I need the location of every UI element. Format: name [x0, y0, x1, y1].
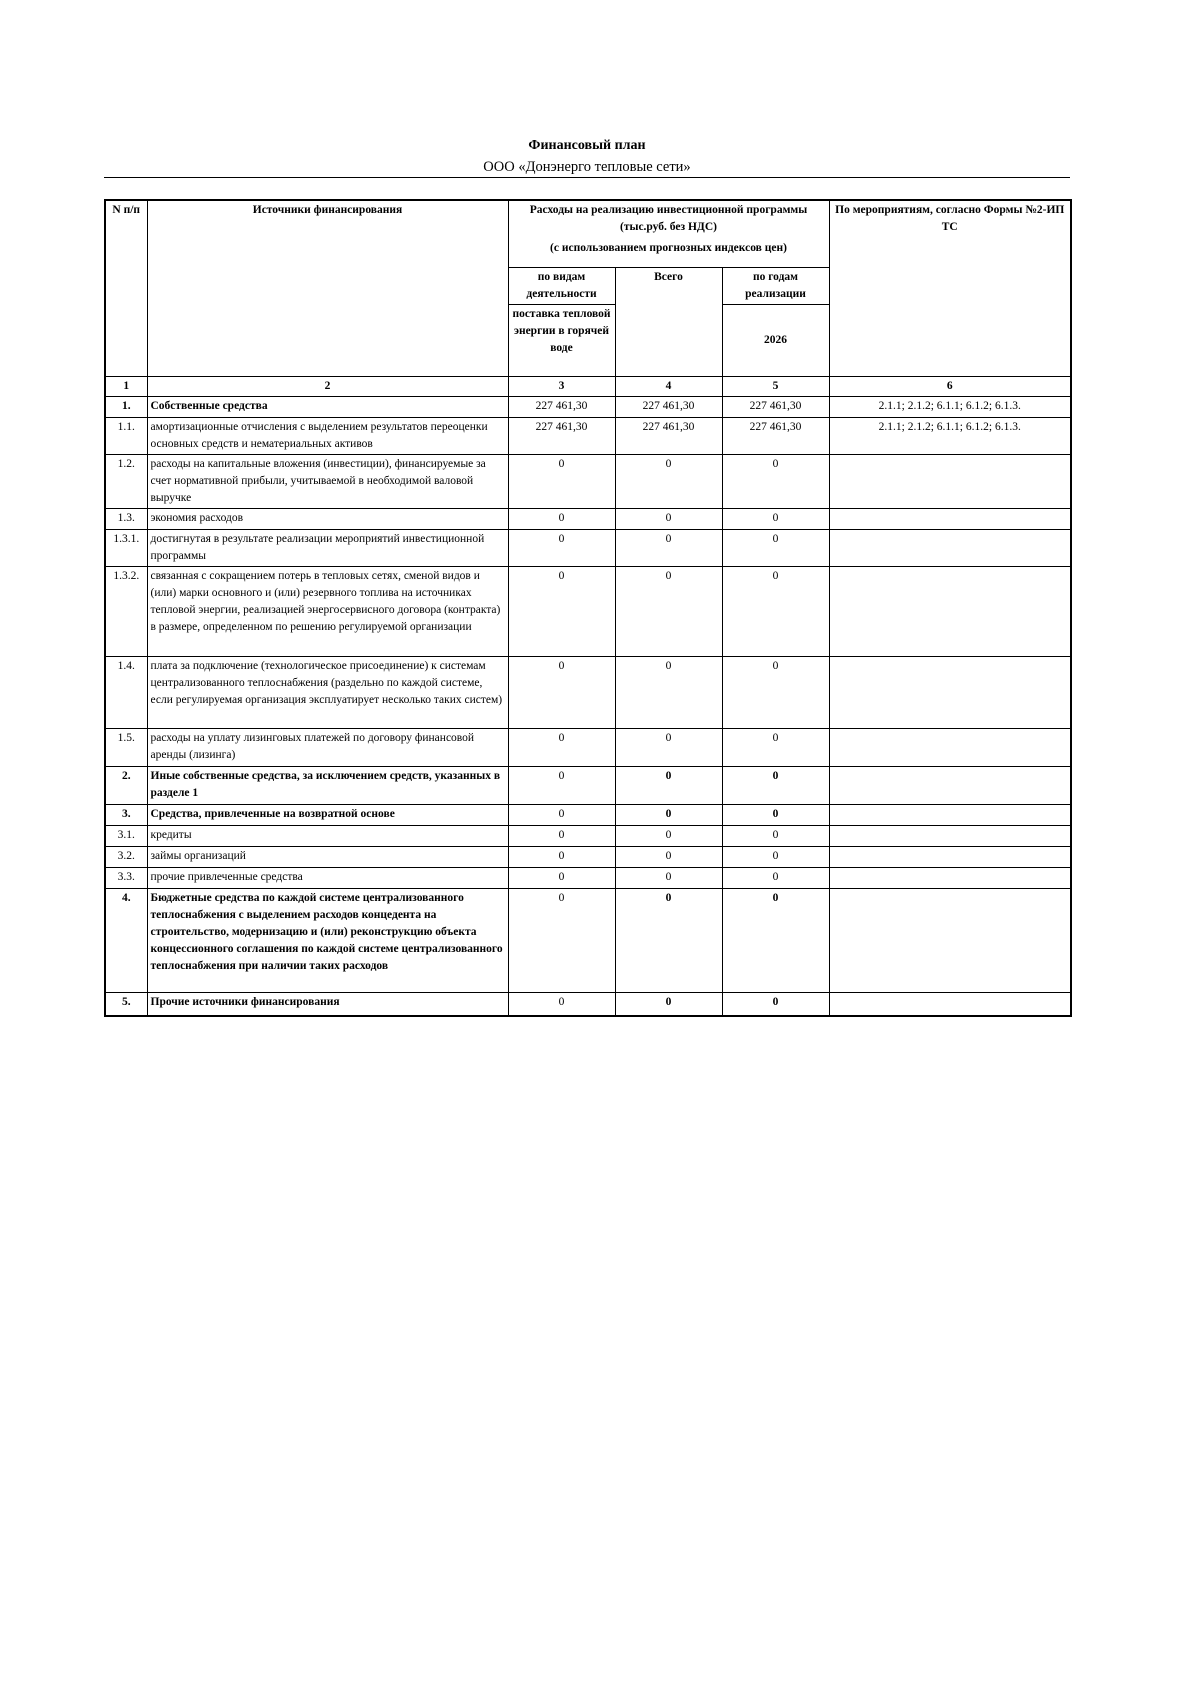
value-by-activity: 227 461,30	[508, 417, 615, 454]
measures-ref: 2.1.1; 2.1.2; 6.1.1; 6.1.2; 6.1.3.	[829, 417, 1071, 454]
table-row	[105, 867, 1071, 888]
value-year: 227 461,30	[722, 417, 829, 454]
header-sources: Источники финансирования	[147, 200, 508, 376]
measures-ref: 2.1.1; 2.1.2; 6.1.1; 6.1.2; 6.1.3.	[829, 396, 1071, 417]
financial-plan-table	[104, 199, 1072, 1017]
value-year: 0	[722, 508, 829, 529]
value-by-activity: 0	[508, 867, 615, 888]
measures-ref	[829, 846, 1071, 867]
table-row	[105, 529, 1071, 566]
value-year: 0	[722, 867, 829, 888]
value-total: 0	[615, 804, 722, 825]
header-expenses-line3: (с использованием прогнозных индексов цен)	[550, 242, 787, 254]
measures-ref	[829, 728, 1071, 766]
header-expenses-line1: Расходы на реализацию инвестиционной программы	[529, 204, 808, 216]
header-num: N п/п	[105, 200, 147, 376]
measures-ref	[829, 566, 1071, 656]
row-label: экономия расходов	[147, 508, 508, 529]
row-number: 3.2.	[105, 846, 147, 867]
value-year: 0	[722, 566, 829, 656]
table-row	[105, 454, 1071, 508]
value-total: 0	[615, 766, 722, 804]
column-number: 2	[147, 376, 508, 396]
row-label: Собственные средства	[147, 396, 508, 417]
row-label: связанная с сокращением потерь в тепловых сетях, сменой видов и (или) марки основного и (или) резервного топлива на источниках тепловой энергии, реализацией энергосервисного договора (контракта) в размере, определенном по решению регулируемой организации	[147, 566, 508, 656]
row-label: достигнутая в результате реализации мероприятий инвестиционной программы	[147, 529, 508, 566]
measures-ref	[829, 888, 1071, 992]
value-by-activity: 0	[508, 508, 615, 529]
header-total: Всего	[615, 267, 722, 376]
measures-ref	[829, 454, 1071, 508]
header-expenses-line2: (тыс.руб. без НДС)	[620, 221, 717, 233]
column-number: 4	[615, 376, 722, 396]
value-by-activity: 0	[508, 529, 615, 566]
row-number: 3.	[105, 804, 147, 825]
measures-ref	[829, 656, 1071, 728]
row-number: 1.4.	[105, 656, 147, 728]
value-by-activity: 0	[508, 566, 615, 656]
measures-ref	[829, 992, 1071, 1016]
value-year: 0	[722, 656, 829, 728]
value-total: 227 461,30	[615, 396, 722, 417]
value-by-activity: 227 461,30	[508, 396, 615, 417]
value-total: 0	[615, 992, 722, 1016]
value-year: 0	[722, 728, 829, 766]
column-number: 6	[829, 376, 1071, 396]
row-label: займы организаций	[147, 846, 508, 867]
value-year: 0	[722, 766, 829, 804]
value-total: 0	[615, 728, 722, 766]
row-number: 3.3.	[105, 867, 147, 888]
value-by-activity: 0	[508, 454, 615, 508]
row-number: 1.5.	[105, 728, 147, 766]
row-label: кредиты	[147, 825, 508, 846]
table-row	[105, 508, 1071, 529]
column-numbers-row	[105, 376, 1071, 396]
header-by-years: по годам реализации	[722, 267, 829, 304]
value-total: 0	[615, 454, 722, 508]
value-by-activity: 0	[508, 656, 615, 728]
measures-ref	[829, 825, 1071, 846]
column-number: 3	[508, 376, 615, 396]
row-label: Иные собственные средства, за исключением средств, указанных в разделе 1	[147, 766, 508, 804]
row-number: 5.	[105, 992, 147, 1016]
value-total: 0	[615, 867, 722, 888]
value-year: 0	[722, 846, 829, 867]
header-by-activity: по видам деятельности	[508, 267, 615, 304]
row-label: амортизационные отчисления с выделением результатов переоценки основных средств и нематериальных активов	[147, 417, 508, 454]
table-row	[105, 766, 1071, 804]
row-number: 1.3.1.	[105, 529, 147, 566]
row-label: прочие привлеченные средства	[147, 867, 508, 888]
table-row	[105, 846, 1071, 867]
row-label: Прочие источники финансирования	[147, 992, 508, 1016]
value-year: 0	[722, 888, 829, 992]
value-total: 0	[615, 566, 722, 656]
header-by-measures: По мероприятиям, согласно Формы №2-ИП ТС	[829, 200, 1071, 376]
value-by-activity: 0	[508, 888, 615, 992]
measures-ref	[829, 766, 1071, 804]
header-activity-type: поставка тепловой энергии в горячей воде	[508, 304, 615, 376]
table-row	[105, 396, 1071, 417]
value-total: 0	[615, 846, 722, 867]
row-number: 3.1.	[105, 825, 147, 846]
row-number: 4.	[105, 888, 147, 992]
document-title: Финансовый план	[528, 138, 646, 153]
row-number: 1.1.	[105, 417, 147, 454]
header-expenses	[508, 200, 829, 267]
value-by-activity: 0	[508, 804, 615, 825]
row-number: 1.	[105, 396, 147, 417]
value-total: 0	[615, 888, 722, 992]
value-total: 0	[615, 529, 722, 566]
value-year: 0	[722, 825, 829, 846]
value-total: 227 461,30	[615, 417, 722, 454]
row-label: Средства, привлеченные на возвратной основе	[147, 804, 508, 825]
table-row	[105, 804, 1071, 825]
value-by-activity: 0	[508, 846, 615, 867]
value-by-activity: 0	[508, 728, 615, 766]
value-total: 0	[615, 508, 722, 529]
value-year: 0	[722, 804, 829, 825]
row-label: Бюджетные средства по каждой системе централизованного теплоснабжения с выделением расходов концедента на строительство, модернизацию и (или) реконструкцию объекта концессионного соглашения по каждой системе централизованного теплоснабжения при наличии таких расходов	[147, 888, 508, 992]
table-row	[105, 728, 1071, 766]
table-row	[105, 417, 1071, 454]
row-number: 1.3.	[105, 508, 147, 529]
table-row	[105, 566, 1071, 656]
table-row	[105, 656, 1071, 728]
row-label: расходы на уплату лизинговых платежей по договору финансовой аренды (лизинга)	[147, 728, 508, 766]
row-number: 1.2.	[105, 454, 147, 508]
row-number: 1.3.2.	[105, 566, 147, 656]
value-year: 0	[722, 454, 829, 508]
row-label: плата за подключение (технологическое присоединение) к системам централизованного теплоснабжения (раздельно по каждой системе, если регулируемая организация эксплуатирует несколько таких систем)	[147, 656, 508, 728]
value-year: 227 461,30	[722, 396, 829, 417]
row-number: 2.	[105, 766, 147, 804]
table-row	[105, 888, 1071, 992]
column-number: 5	[722, 376, 829, 396]
measures-ref	[829, 867, 1071, 888]
value-by-activity: 0	[508, 992, 615, 1016]
value-year: 0	[722, 529, 829, 566]
measures-ref	[829, 804, 1071, 825]
organization-name: ООО «Донэнерго тепловые сети»	[483, 159, 691, 175]
table-row	[105, 992, 1071, 1016]
row-label: расходы на капитальные вложения (инвестиции), финансируемые за счет нормативной прибыли, учитываемой в необходимой валовой выручке	[147, 454, 508, 508]
header-year: 2026	[722, 304, 829, 376]
value-total: 0	[615, 825, 722, 846]
measures-ref	[829, 529, 1071, 566]
column-number: 1	[105, 376, 147, 396]
table-row	[105, 825, 1071, 846]
value-by-activity: 0	[508, 825, 615, 846]
title-divider	[104, 177, 1070, 178]
measures-ref	[829, 508, 1071, 529]
value-total: 0	[615, 656, 722, 728]
value-year: 0	[722, 992, 829, 1016]
value-by-activity: 0	[508, 766, 615, 804]
